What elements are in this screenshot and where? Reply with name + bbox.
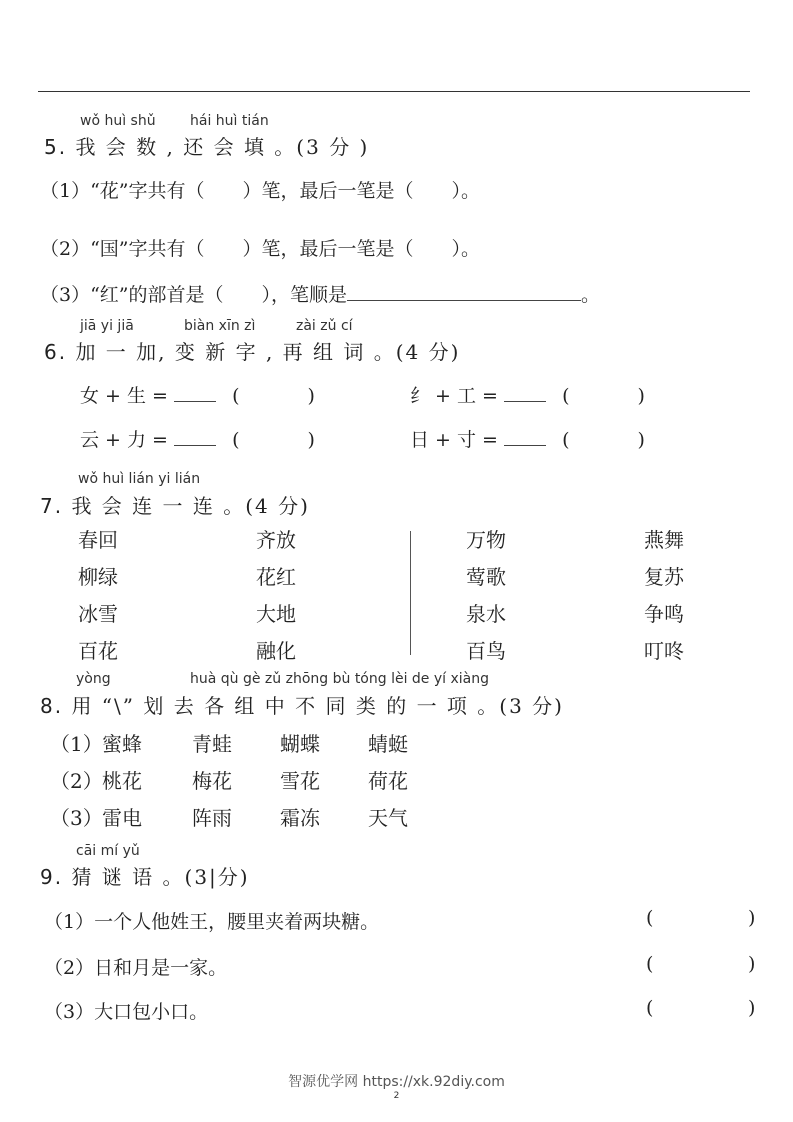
q6-expr: 云 + 力 = [80, 429, 168, 451]
paren-close: ) [748, 997, 756, 1019]
column-divider [410, 531, 411, 655]
q9-heading [40, 861, 250, 890]
match-word[interactable]: 大地 [256, 602, 296, 626]
q8-heading [40, 690, 564, 719]
paren-open: ( [232, 385, 240, 407]
q8-word[interactable]: 天气 [368, 806, 408, 830]
paren-close: ) [307, 429, 315, 451]
paren-close: ) [748, 953, 756, 975]
paren-open: ( [562, 429, 570, 451]
q6-heading [44, 336, 460, 365]
footer-site: 智源优学网 https://xk.92diy.com [288, 1074, 505, 1090]
answer-blank[interactable] [504, 401, 546, 402]
match-word[interactable]: 花红 [256, 565, 296, 589]
q8-word[interactable]: 雷电 [102, 806, 142, 830]
q9-number: 9. [40, 865, 64, 889]
q6-expr: 纟 + 工 = [410, 385, 498, 407]
riddle-2: （2）日和月是一家。 [44, 957, 228, 979]
q8-pinyin-1: yòng [76, 671, 111, 687]
q8-word[interactable]: 桃花 [102, 769, 142, 793]
match-word[interactable]: 百鸟 [466, 639, 506, 663]
q6-title: 加 一 加, 变 新 字 , 再 组 词 。(4 分) [75, 340, 461, 364]
match-word[interactable]: 莺歌 [466, 565, 506, 589]
q6-expr: 女 + 生 = [80, 385, 168, 407]
q6-pinyin-1: jiā yi jiā [80, 318, 134, 334]
answer-blank[interactable] [174, 401, 216, 402]
answer-blank[interactable] [174, 445, 216, 446]
paren-open: ( [646, 907, 654, 929]
match-word[interactable]: 燕舞 [644, 528, 684, 552]
top-rule [38, 91, 750, 92]
q8-label: （2） [50, 769, 103, 793]
q8-word[interactable]: 青蛙 [192, 732, 232, 756]
q8-label: （3） [50, 806, 103, 830]
q6-row2-right [410, 425, 645, 452]
paren-close: ) [748, 907, 756, 929]
riddle-3: （3）大口包小口。 [44, 1001, 209, 1023]
match-word[interactable]: 柳绿 [78, 565, 118, 589]
riddle-1: （1）一个人他姓王，腰里夹着两块糖。 [44, 911, 380, 933]
q8-word[interactable]: 雪花 [280, 769, 320, 793]
match-word[interactable]: 争鸣 [644, 602, 684, 626]
q8-word[interactable]: 阵雨 [192, 806, 232, 830]
q6-number: 6. [44, 340, 68, 364]
page-number: 2 [393, 1091, 400, 1101]
q8-title: 用 “\” 划 去 各 组 中 不 同 类 的 一 项 。(3 分) [71, 694, 564, 718]
q5-title: 我 会 数 , 还 会 填 。(3 分 ) [75, 135, 370, 159]
match-word[interactable]: 春回 [78, 528, 118, 552]
paren-open: ( [562, 385, 570, 407]
paren-open: ( [646, 997, 654, 1019]
q5-item-3 [40, 280, 600, 307]
q6-row2-left [80, 425, 315, 452]
match-word[interactable]: 万物 [466, 528, 506, 552]
q6-row1-right [410, 381, 645, 408]
q6-pinyin-2: biàn xīn zì [184, 318, 256, 334]
q7-heading [40, 490, 310, 519]
q8-label: （1） [50, 732, 103, 756]
match-word[interactable]: 齐放 [256, 528, 296, 552]
q5-number: 5. [44, 135, 68, 159]
riddle-answer-box[interactable] [662, 993, 742, 1021]
q5-item-1: （1）“花”字共有（ ）笔，最后一笔是（ ）。 [40, 180, 481, 202]
q6-row1-left [80, 381, 315, 408]
paren-open: ( [232, 429, 240, 451]
q8-word[interactable]: 梅花 [192, 769, 232, 793]
q5-heading [44, 131, 369, 160]
q8-word[interactable]: 荷花 [368, 769, 408, 793]
paren-close: ) [307, 385, 315, 407]
q7-number: 7. [40, 494, 64, 518]
answer-blank[interactable] [504, 445, 546, 446]
q7-pinyin: wǒ huì lián yi lián [78, 471, 201, 487]
match-word[interactable]: 泉水 [466, 602, 506, 626]
match-word[interactable]: 融化 [256, 639, 296, 663]
q5-item-3-text: （3）“红”的部首是（ ），笔顺是 [40, 284, 348, 306]
q9-title: 猜 谜 语 。(3|分) [71, 865, 250, 889]
q8-word[interactable]: 霜冻 [280, 806, 320, 830]
q8-number: 8. [40, 694, 64, 718]
paren-close: ) [637, 385, 645, 407]
match-word[interactable]: 冰雪 [78, 602, 118, 626]
q5-item-3-end: 。 [581, 284, 601, 306]
q5-pinyin-1: wǒ huì shǔ [80, 113, 156, 129]
match-word[interactable]: 百花 [78, 639, 118, 663]
q8-word[interactable]: 蜜蜂 [102, 732, 142, 756]
q8-word[interactable]: 蜻蜓 [368, 732, 408, 756]
q5-item-2: （2）“国”字共有（ ）笔，最后一笔是（ ）。 [40, 238, 481, 260]
q6-expr: 日 + 寸 = [410, 429, 498, 451]
riddle-answer-box[interactable] [662, 903, 742, 931]
q6-pinyin-3: zài zǔ cí [296, 318, 353, 334]
match-word[interactable]: 复苏 [644, 565, 684, 589]
paren-open: ( [646, 953, 654, 975]
q7-title: 我 会 连 一 连 。(4 分) [71, 494, 310, 518]
q8-word[interactable]: 蝴蝶 [280, 732, 320, 756]
q5-pinyin-2: hái huì tián [190, 113, 269, 129]
q9-pinyin: cāi mí yǔ [76, 843, 140, 859]
riddle-answer-box[interactable] [662, 949, 742, 977]
q8-pinyin-2: huà qù gè zǔ zhōng bù tóng lèi de yí xiàng [190, 671, 490, 687]
stroke-order-blank[interactable] [347, 300, 581, 301]
match-word[interactable]: 叮咚 [644, 639, 684, 663]
paren-close: ) [637, 429, 645, 451]
